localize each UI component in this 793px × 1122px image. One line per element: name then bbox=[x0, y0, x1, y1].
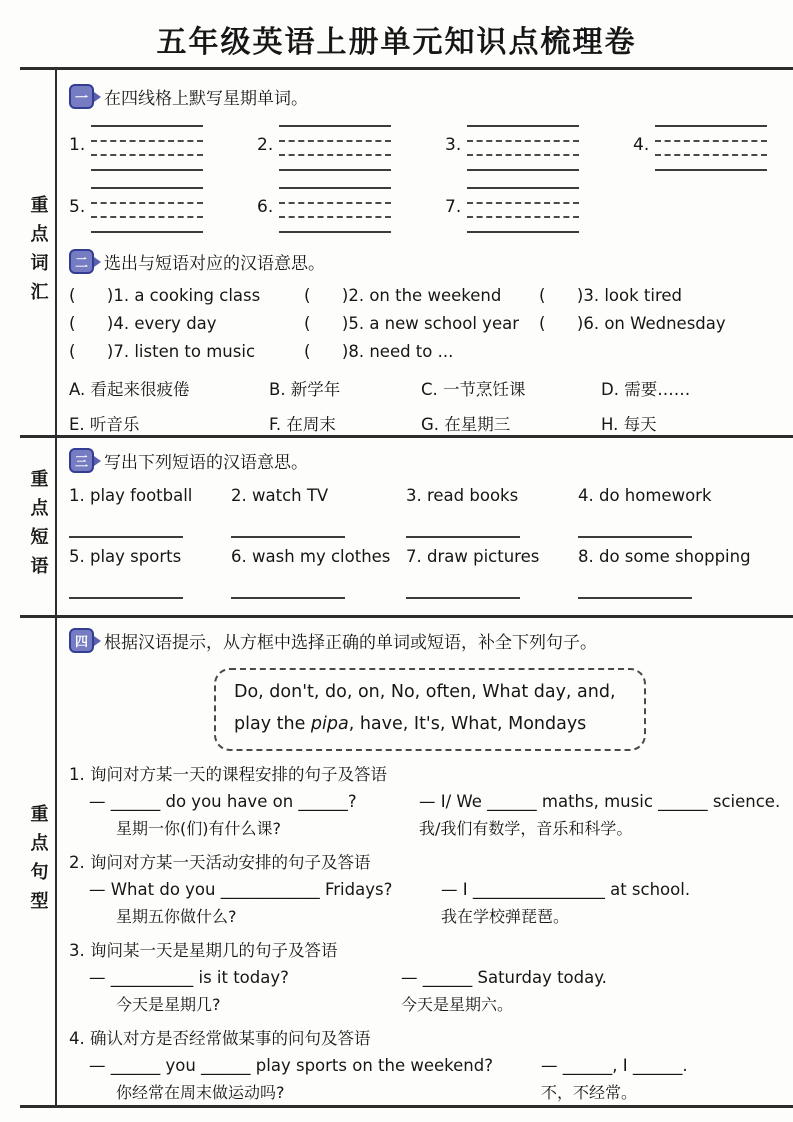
dialogue-answer-en: — ______ Saturday today. bbox=[401, 968, 607, 987]
answer-blank-line bbox=[231, 536, 345, 538]
writing-line bbox=[467, 231, 579, 233]
answer-blank-line bbox=[406, 536, 520, 538]
writing-line bbox=[467, 154, 579, 156]
matching-option: C. 一节烹饪课 bbox=[421, 380, 526, 399]
writing-line bbox=[467, 202, 579, 204]
band-sentences bbox=[20, 615, 793, 1105]
phrase-item: 6. wash my clothes bbox=[231, 547, 391, 566]
matching-option: A. 看起来很疲倦 bbox=[69, 380, 190, 399]
question-block-4 bbox=[69, 1025, 793, 1103]
matching-options-grid bbox=[69, 376, 793, 435]
item-number: 4. bbox=[633, 135, 650, 155]
writing-line bbox=[279, 202, 391, 204]
matching-option: B. 新学年 bbox=[269, 380, 341, 399]
writing-line bbox=[467, 187, 579, 189]
question-prompt: 1. 询问对方某一天的课程安排的句子及答语 bbox=[69, 765, 387, 784]
word-bank-line-2: play the pipa, have, It's, What, Mondays bbox=[234, 713, 587, 734]
section-four-badge-icon: 四 bbox=[69, 628, 94, 653]
fourline-grid-row-2 bbox=[69, 184, 793, 233]
writing-line bbox=[279, 231, 391, 233]
dialogue-answer-cn: 不，不经常。 bbox=[541, 1083, 638, 1102]
writing-line bbox=[467, 125, 579, 127]
section-two-badge-icon: 二 bbox=[69, 249, 94, 274]
matching-item: ( )5. a new school year bbox=[304, 314, 519, 333]
question-block-3 bbox=[69, 937, 793, 1015]
section-four-heading: 根据汉语提示，从方框中选择正确的单词或短语，补全下列句子。 bbox=[104, 633, 597, 653]
writing-line bbox=[91, 125, 203, 127]
band-vocabulary bbox=[20, 70, 793, 435]
section-three-badge-icon: 三 bbox=[69, 448, 94, 473]
sidebar-cell-vocabulary bbox=[20, 70, 57, 435]
item-number: 5. bbox=[69, 197, 86, 217]
phrase-item: 8. do some shopping bbox=[578, 547, 751, 566]
writing-line bbox=[91, 140, 203, 142]
arrow-right-icon bbox=[94, 257, 101, 267]
section-one-heading: 在四线格上默写星期单词。 bbox=[104, 89, 308, 109]
dialogue-question-cn: 今天是星期几? bbox=[116, 995, 221, 1014]
writing-line bbox=[91, 154, 203, 156]
sidebar-label-sentences: 重点句型 bbox=[27, 803, 49, 920]
word-bank-box bbox=[214, 668, 646, 751]
item-number: 7. bbox=[445, 197, 462, 217]
matching-option: G. 在星期三 bbox=[421, 415, 511, 434]
fourline-item-1 bbox=[69, 122, 257, 171]
answer-blank-line bbox=[231, 597, 345, 599]
sidebar-label-phrases: 重点短语 bbox=[27, 468, 49, 585]
fourline-writing-grid bbox=[279, 187, 391, 233]
writing-line bbox=[467, 169, 579, 171]
worksheet-table bbox=[20, 67, 793, 1108]
section-three-heading: 写出下列短语的汉语意思。 bbox=[104, 453, 308, 473]
band-sentences-content bbox=[57, 618, 793, 1105]
writing-line bbox=[655, 154, 767, 156]
section-two-heading: 选出与短语对应的汉语意思。 bbox=[104, 254, 325, 274]
dialogue-question-en: — ______ you ______ play sports on the weekend? bbox=[89, 1056, 493, 1075]
arrow-right-icon bbox=[94, 636, 101, 646]
matching-option: E. 听音乐 bbox=[69, 415, 140, 434]
italic-word: pipa bbox=[310, 713, 349, 734]
sidebar-cell-phrases bbox=[20, 438, 57, 615]
phrase-item: 2. watch TV bbox=[231, 486, 329, 505]
section-four-header bbox=[69, 628, 793, 653]
question-dialogue bbox=[89, 1056, 793, 1103]
question-block-1 bbox=[69, 761, 793, 839]
matching-item: ( )1. a cooking class bbox=[69, 286, 261, 305]
writing-line bbox=[91, 216, 203, 218]
matching-items-grid bbox=[69, 286, 793, 361]
fourline-item-7 bbox=[445, 184, 633, 233]
item-number: 1. bbox=[69, 135, 86, 155]
arrow-right-icon bbox=[94, 92, 101, 102]
dialogue-answer-en: — I ________________ at school. bbox=[441, 880, 691, 899]
item-number: 6. bbox=[257, 197, 274, 217]
fourline-writing-grid bbox=[279, 125, 391, 171]
fourline-writing-grid bbox=[467, 187, 579, 233]
fourline-writing-grid bbox=[655, 125, 767, 171]
matching-option: D. 需要…… bbox=[601, 380, 691, 399]
sidebar-label-vocabulary: 重点词汇 bbox=[27, 194, 49, 311]
matching-item: ( )8. need to ... bbox=[304, 342, 454, 361]
phrase-item: 4. do homework bbox=[578, 486, 712, 505]
fourline-writing-grid bbox=[91, 125, 203, 171]
answer-blank-row-2 bbox=[69, 597, 793, 599]
dialogue-question-cn: 你经常在周末做运动吗? bbox=[116, 1083, 285, 1102]
dialogue-question-cn: 星期一你(们)有什么课? bbox=[116, 819, 281, 838]
band-phrases-content bbox=[57, 438, 793, 615]
section-two-header bbox=[69, 249, 793, 274]
writing-line bbox=[279, 169, 391, 171]
item-number: 3. bbox=[445, 135, 462, 155]
writing-line bbox=[467, 140, 579, 142]
writing-line bbox=[91, 202, 203, 204]
phrase-item: 5. play sports bbox=[69, 547, 182, 566]
dialogue-answer-en: — I/ We ______ maths, music ______ science. bbox=[419, 792, 781, 811]
question-dialogue bbox=[89, 880, 793, 927]
writing-line bbox=[279, 154, 391, 156]
matching-item: ( )6. on Wednesday bbox=[539, 314, 726, 333]
dialogue-question-cn: 星期五你做什么? bbox=[116, 907, 237, 926]
question-prompt: 4. 确认对方是否经常做某事的问句及答语 bbox=[69, 1029, 371, 1048]
writing-line bbox=[279, 216, 391, 218]
dialogue-question-en: — ______ do you have on ______? bbox=[89, 792, 357, 811]
writing-line bbox=[91, 187, 203, 189]
section-three-header bbox=[69, 448, 793, 473]
word-bank-line-1: Do, don't, do, on, No, often, What day, and, bbox=[234, 682, 616, 702]
answer-blank-line bbox=[578, 597, 692, 599]
sidebar-cell-sentences bbox=[20, 618, 57, 1105]
dialogue-question-en: — What do you ____________ Fridays? bbox=[89, 880, 393, 899]
fourline-item-5 bbox=[69, 184, 257, 233]
fourline-item-3 bbox=[445, 122, 633, 171]
answer-blank-line bbox=[69, 536, 183, 538]
phrase-item: 1. play football bbox=[69, 486, 193, 505]
fourline-item-6 bbox=[257, 184, 445, 233]
matching-item: ( )4. every day bbox=[69, 314, 217, 333]
writing-line bbox=[655, 169, 767, 171]
fourline-writing-grid bbox=[467, 125, 579, 171]
writing-line bbox=[655, 140, 767, 142]
fourline-writing-grid bbox=[91, 187, 203, 233]
writing-line bbox=[279, 125, 391, 127]
band-vocabulary-content bbox=[57, 70, 793, 435]
answer-blank-row-1 bbox=[69, 536, 793, 538]
question-prompt: 2. 询问对方某一天活动安排的句子及答语 bbox=[69, 853, 371, 872]
writing-line bbox=[279, 187, 391, 189]
dialogue-question-en: — __________ is it today? bbox=[89, 968, 289, 987]
item-number: 2. bbox=[257, 135, 274, 155]
band-phrases bbox=[20, 435, 793, 615]
page-title: 五年级英语上册单元知识点梳理卷 bbox=[156, 25, 637, 60]
question-block-2 bbox=[69, 849, 793, 927]
writing-line bbox=[279, 140, 391, 142]
answer-blank-line bbox=[406, 597, 520, 599]
matching-item: ( )3. look tired bbox=[539, 286, 683, 305]
question-prompt: 3. 询问某一天是星期几的句子及答语 bbox=[69, 941, 338, 960]
writing-line bbox=[91, 169, 203, 171]
matching-option: H. 每天 bbox=[601, 415, 657, 434]
dialogue-answer-cn: 我在学校弹琵琶。 bbox=[441, 907, 570, 926]
question-dialogue bbox=[89, 792, 793, 839]
matching-item: ( )7. listen to music bbox=[69, 342, 256, 361]
fourline-item-2 bbox=[257, 122, 445, 171]
dialogue-answer-cn: 今天是星期六。 bbox=[401, 995, 514, 1014]
fourline-item-4 bbox=[633, 122, 793, 171]
phrase-row-2 bbox=[69, 547, 793, 566]
section-one-badge-icon: 一 bbox=[69, 84, 94, 109]
writing-line bbox=[655, 125, 767, 127]
dialogue-answer-cn: 我/我们有数学，音乐和科学。 bbox=[419, 819, 633, 838]
matching-item: ( )2. on the weekend bbox=[304, 286, 502, 305]
phrase-item: 3. read books bbox=[406, 486, 519, 505]
matching-option: F. 在周末 bbox=[269, 415, 336, 434]
question-dialogue bbox=[89, 968, 793, 1015]
arrow-right-icon bbox=[94, 456, 101, 466]
writing-line bbox=[467, 216, 579, 218]
answer-blank-line bbox=[578, 536, 692, 538]
writing-line bbox=[91, 231, 203, 233]
phrase-row-1 bbox=[69, 486, 793, 505]
phrase-item: 7. draw pictures bbox=[406, 547, 540, 566]
dialogue-answer-en: — ______, I ______. bbox=[541, 1056, 688, 1075]
section-one-header bbox=[69, 84, 793, 109]
fourline-grid-row-1 bbox=[69, 122, 793, 171]
answer-blank-line bbox=[69, 597, 183, 599]
